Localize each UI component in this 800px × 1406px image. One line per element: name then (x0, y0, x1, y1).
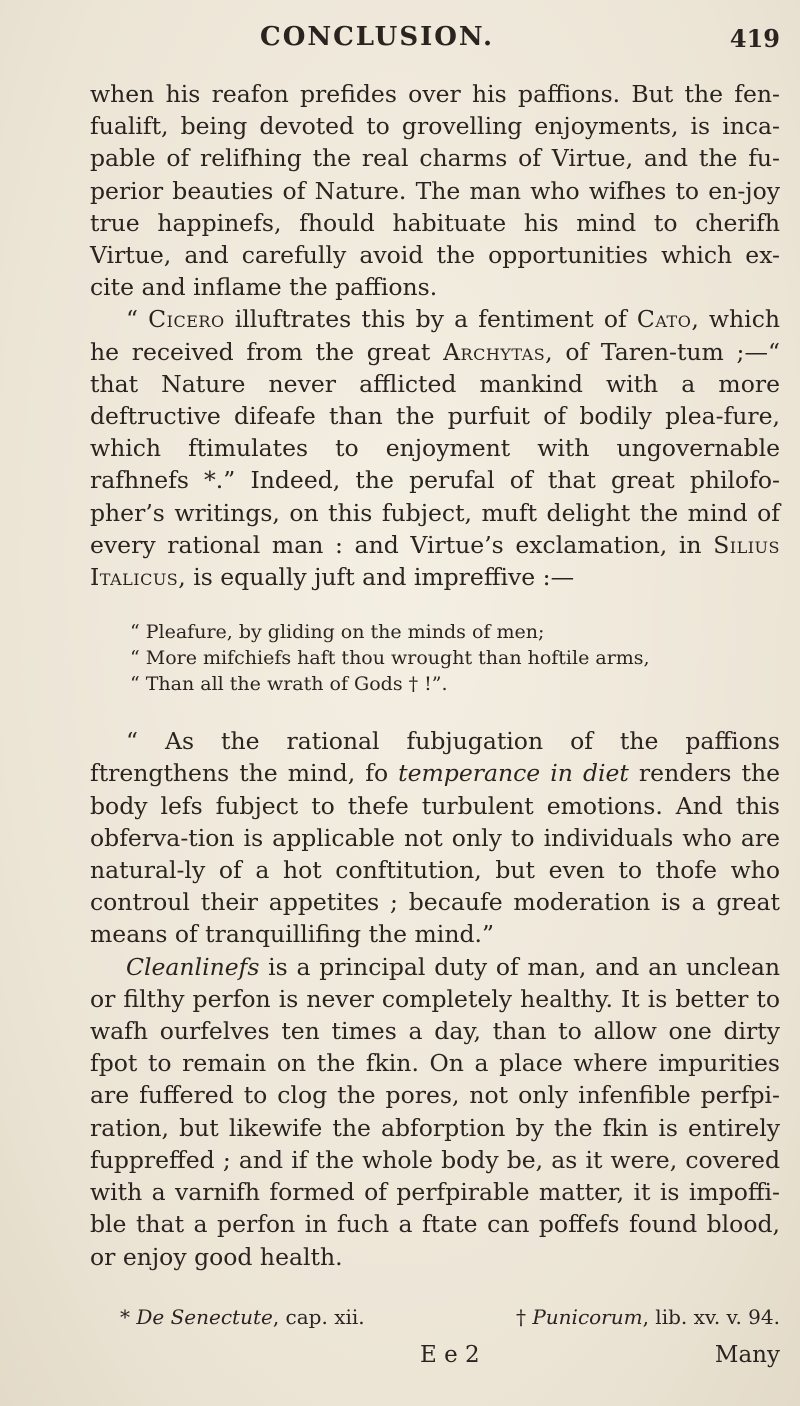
footnote-row (120, 1304, 780, 1330)
footnote-title: De Senectute (136, 1305, 273, 1329)
signature-mark: E e 2 (420, 1342, 480, 1368)
name-silius-italicus: Silius Italicus (90, 530, 780, 592)
page-header (90, 22, 780, 62)
text-run: , of Taren-tum ;—“ that Nature never afflicted mankind with a more deftructive difeafe than the purfuit of bodily plea-fure, which ftimulates to enjoyment with ungovernable rafhnefs *.” Indeed, the perufal of that great philofo-pher’s writings, on this fubject, muft delight the mind of every rational man : and Virtue’s exclamation, in (90, 337, 780, 559)
page-body (90, 78, 780, 1273)
text-run: renders the body lefs fubject to thefe turbulent emotions. And this obferva-tion is applicable not only to individuals who are natural-ly of a hot conftitution, but even to thofe who controul their appetites ; becaufe moderation is a great means of tranquillifing the mind.” (90, 759, 780, 949)
footnote-mark: * (120, 1305, 137, 1329)
footnote-mark: † (515, 1305, 533, 1329)
footnote-ref: , cap. xii. (272, 1305, 365, 1329)
text-run: “ As the rational fubjugation of the paffions ftrengthens the mind, fo (90, 727, 780, 788)
verse-line: “ Pleafure, by gliding on the minds of men; (130, 621, 545, 644)
text-run: is a principal duty of man, and an unclean or filthy perfon is never completely healthy. It is better to wafh ourfelves ten times a day, than to allow one dirty fpot to remain on the fkin. On a place where impurities are fuffered to clog the pores, not only infenfible perfpi-ration, but likewife the abforption by the fkin is entirely fuppreffed ; and if the whole body be, as it were, covered with a varnifh formed of perfpirable matter, it is impoffi-ble that a perfon in fuch a ftate can poffefs found blood, or enjoy good health. (90, 952, 780, 1271)
paragraph-2 (90, 303, 780, 593)
paragraph-3 (90, 725, 780, 950)
text-run: “ (126, 305, 149, 334)
italic-phrase: temperance in diet (398, 759, 629, 788)
paragraph-4 (90, 951, 780, 1273)
text-run: , which he received from the great (90, 305, 780, 366)
footnote-2 (516, 1304, 780, 1330)
footnote-title: Punicorum (532, 1305, 643, 1329)
catchword: Many (714, 1342, 780, 1368)
verse-line: “ Than all the wrath of Gods † !”. (130, 673, 448, 696)
verse-quotation (130, 619, 780, 697)
footnote-ref: , lib. xv. v. 94. (642, 1305, 780, 1329)
text-run: , is equally juft and impreffive :— (178, 563, 575, 592)
verse-line: “ More mifchiefs haft thou wrought than hoftile arms, (130, 647, 650, 670)
name-archytas: Archytas (443, 337, 546, 366)
running-head: CONCLUSION. (260, 22, 495, 52)
text-run: illuftrates this by a fentiment of (224, 305, 637, 334)
paragraph-1: when his reafon prefides over his paffions. But the fen-fualift, being devoted to grovelling enjoyments, is inca-pable of relifhing the real charms of Virtue, and the fu-perior beauties of Nature. The man who wifhes to en-joy true happinefs, fhould habituate his mind to cherifh Virtue, and carefully avoid the opportunities which ex-cite and inflame the paffions. (90, 80, 780, 302)
name-cato: Cato (636, 305, 692, 334)
page-number: 419 (729, 24, 780, 53)
footnote-1 (120, 1304, 365, 1330)
name-cicero: Cicero (148, 305, 225, 334)
footnotes (120, 1304, 780, 1330)
page-footer (90, 1342, 780, 1376)
italic-term: Cleanlinefs (126, 952, 260, 981)
